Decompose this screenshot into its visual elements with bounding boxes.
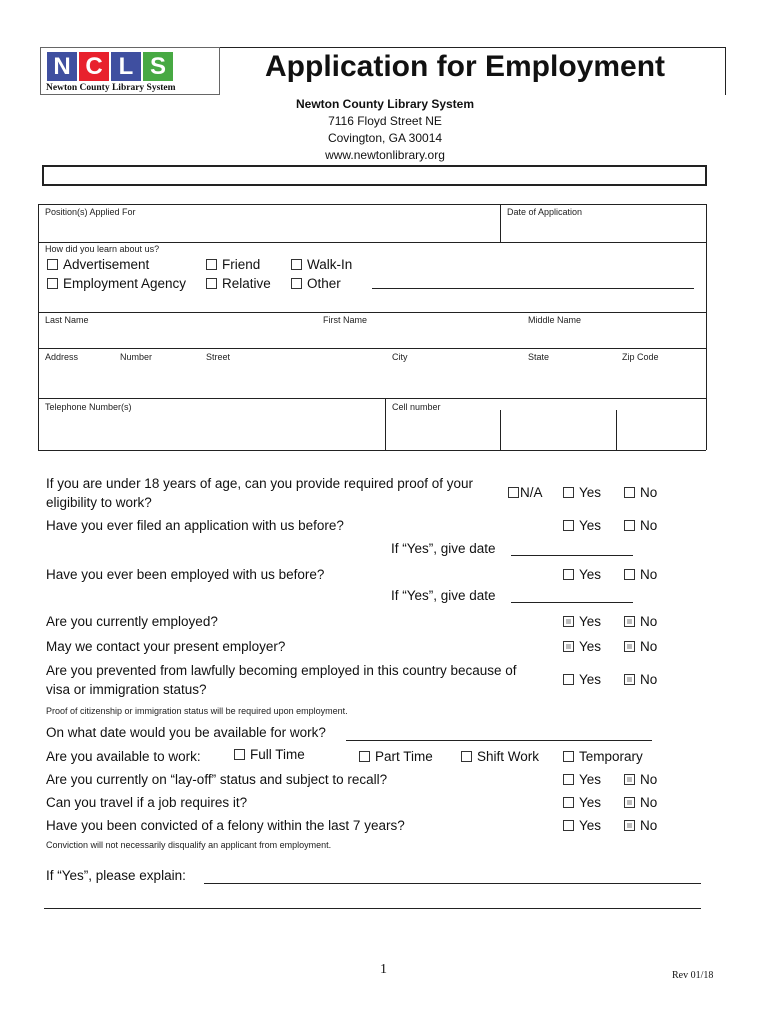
form-rule	[38, 204, 39, 242]
logo-name: Newton County Library System	[46, 83, 176, 93]
checkbox[interactable]	[624, 797, 635, 808]
form-rule	[38, 292, 39, 312]
checkbox[interactable]	[47, 278, 58, 289]
q-available-to-work: Are you available to work:	[46, 749, 201, 764]
employed-date-line[interactable]	[511, 602, 633, 603]
q-under-18-line1: If you are under 18 years of age, can you provide required proof of your	[46, 476, 474, 491]
checkbox[interactable]	[291, 278, 302, 289]
q-employed-before: Have you ever been employed with us before?	[46, 567, 325, 582]
explain-label: If “Yes”, please explain:	[46, 868, 186, 883]
form-rule	[38, 398, 706, 399]
form-rule	[385, 398, 386, 450]
header-rule-right	[725, 47, 726, 95]
filed-date-line[interactable]	[511, 555, 633, 556]
contact-no-option[interactable]: No	[624, 639, 657, 654]
form-rule	[38, 348, 706, 349]
form-rule	[38, 312, 706, 313]
q-contact-employer: May we contact your present employer?	[46, 639, 286, 654]
travel-yes-option[interactable]: Yes	[563, 795, 601, 810]
city-label: City	[392, 352, 408, 362]
logo-letter-n: N	[47, 52, 77, 81]
cell-number-label: Cell number	[392, 402, 441, 412]
middle-name-label: Middle Name	[528, 315, 582, 325]
q-currently-employed: Are you currently employed?	[46, 614, 218, 629]
under18-na-option[interactable]: N/A	[508, 485, 543, 500]
page-title: Application for Employment	[265, 50, 666, 83]
other-write-in-line[interactable]	[372, 288, 694, 289]
form-rule	[500, 204, 501, 242]
logo-tiles	[47, 52, 173, 81]
page-number: 1	[380, 962, 387, 977]
q-felony: Have you been convicted of a felony within the last 7 years?	[46, 818, 405, 833]
checkbox[interactable]	[206, 278, 217, 289]
checkbox[interactable]	[47, 259, 58, 270]
checkbox[interactable]	[624, 569, 635, 580]
logo-letter-c: C	[79, 52, 109, 81]
checkbox[interactable]	[234, 749, 245, 760]
layoff-no-option[interactable]: No	[624, 772, 657, 787]
ncls-logo	[40, 47, 220, 95]
form-rule	[706, 292, 707, 312]
explain-line-2[interactable]	[44, 908, 701, 909]
option-friend[interactable]: Friend	[206, 257, 260, 272]
filed-no-option[interactable]: No	[624, 518, 657, 533]
form-rule	[38, 398, 39, 450]
checkbox[interactable]	[624, 520, 635, 531]
header-blank-box[interactable]	[42, 165, 707, 186]
date-of-application-label: Date of Application	[507, 207, 583, 217]
proof-note: Proof of citizenship or immigration status will be required upon employment.	[46, 706, 348, 716]
checkbox[interactable]	[563, 774, 574, 785]
last-name-label: Last Name	[45, 315, 89, 325]
form-rule	[706, 242, 707, 292]
checkbox[interactable]	[508, 487, 519, 498]
employed-before-yes-option[interactable]: Yes	[563, 567, 601, 582]
q-prevented-line2: visa or immigration status?	[46, 682, 207, 697]
q-travel: Can you travel if a job requires it?	[46, 795, 248, 810]
checkbox[interactable]	[359, 751, 370, 762]
state-label: State	[528, 352, 550, 362]
part-time-option[interactable]: Part Time	[359, 749, 433, 764]
address-label: Address	[45, 352, 79, 362]
q-layoff: Are you currently on “lay-off” status and subject to recall?	[46, 772, 388, 787]
temporary-option[interactable]: Temporary	[563, 749, 643, 764]
form-rule	[706, 348, 707, 398]
option-advertisement[interactable]: Advertisement	[47, 257, 149, 272]
org-address-line1: 7116 Floyd Street NE	[328, 114, 442, 128]
contact-yes-option[interactable]: Yes	[563, 639, 601, 654]
telephone-label: Telephone Number(s)	[45, 402, 132, 412]
prevented-no-option[interactable]: No	[624, 672, 657, 687]
q-date-available: On what date would you be available for work?	[46, 725, 326, 740]
full-time-option[interactable]: Full Time	[234, 747, 305, 762]
checkbox[interactable]	[624, 820, 635, 831]
form-rule	[706, 204, 707, 242]
checkbox[interactable]	[461, 751, 472, 762]
form-rule	[38, 242, 39, 292]
checkbox[interactable]	[624, 616, 635, 627]
filed-yes-option[interactable]: Yes	[563, 518, 601, 533]
prevented-yes-option[interactable]: Yes	[563, 672, 601, 687]
org-website: www.newtonlibrary.org	[325, 148, 445, 162]
form-rule	[38, 204, 706, 205]
street-label: Street	[206, 352, 231, 362]
under18-no-option[interactable]: No	[624, 485, 657, 500]
currently-yes-option[interactable]: Yes	[563, 614, 601, 629]
logo-letter-l: L	[111, 52, 141, 81]
explain-line-1[interactable]	[204, 883, 701, 884]
form-rule	[38, 312, 39, 348]
felony-no-option[interactable]: No	[624, 818, 657, 833]
checkbox[interactable]	[291, 259, 302, 270]
position-label: Position(s) Applied For	[45, 207, 136, 217]
checkbox[interactable]	[563, 520, 574, 531]
checkbox[interactable]	[563, 674, 574, 685]
form-rule	[500, 410, 501, 450]
option-relative[interactable]: Relative	[206, 276, 271, 291]
option-other[interactable]: Other	[291, 276, 341, 291]
org-name: Newton County Library System	[295, 97, 475, 111]
q-prevented-line1: Are you prevented from lawfully becoming employed in this country because of	[46, 663, 517, 678]
checkbox[interactable]	[563, 797, 574, 808]
zip-code-label: Zip Code	[622, 352, 659, 362]
form-rule	[616, 410, 617, 450]
learn-label: How did you learn about us?	[45, 244, 160, 254]
form-rule	[706, 312, 707, 348]
date-available-line[interactable]	[346, 740, 652, 741]
checkbox[interactable]	[563, 569, 574, 580]
form-rule	[706, 398, 707, 450]
felony-yes-option[interactable]: Yes	[563, 818, 601, 833]
form-rule	[38, 242, 706, 243]
revision-label: Rev 01/18	[672, 970, 714, 981]
conviction-note: Conviction will not necessarily disqualify an applicant from employment.	[46, 840, 332, 850]
number-label: Number	[120, 352, 153, 362]
checkbox[interactable]	[563, 820, 574, 831]
option-walk-in[interactable]: Walk-In	[291, 257, 352, 272]
checkbox[interactable]	[206, 259, 217, 270]
filed-if-yes-date-label: If “Yes”, give date	[391, 541, 496, 556]
q-under-18-line2: eligibility to work?	[46, 495, 152, 510]
currently-no-option[interactable]: No	[624, 614, 657, 629]
checkbox[interactable]	[563, 751, 574, 762]
layoff-yes-option[interactable]: Yes	[563, 772, 601, 787]
checkbox[interactable]	[563, 487, 574, 498]
checkbox[interactable]	[563, 641, 574, 652]
employed-if-yes-date-label: If “Yes”, give date	[391, 588, 496, 603]
checkbox[interactable]	[563, 616, 574, 627]
form-rule	[38, 450, 706, 451]
logo-letter-s: S	[143, 52, 173, 81]
checkbox[interactable]	[624, 487, 635, 498]
option-employment-agency[interactable]: Employment Agency	[47, 276, 186, 291]
q-filed-before: Have you ever filed an application with us before?	[46, 518, 344, 533]
under18-yes-option[interactable]: Yes	[563, 485, 601, 500]
first-name-label: First Name	[323, 315, 368, 325]
employed-before-no-option[interactable]: No	[624, 567, 657, 582]
header-rule-top	[220, 47, 726, 48]
form-rule	[38, 348, 39, 398]
checkbox[interactable]	[624, 674, 635, 685]
org-address-line2: Covington, GA 30014	[327, 131, 443, 145]
travel-no-option[interactable]: No	[624, 795, 657, 810]
checkbox[interactable]	[624, 641, 635, 652]
shift-work-option[interactable]: Shift Work	[461, 749, 539, 764]
checkbox[interactable]	[624, 774, 635, 785]
